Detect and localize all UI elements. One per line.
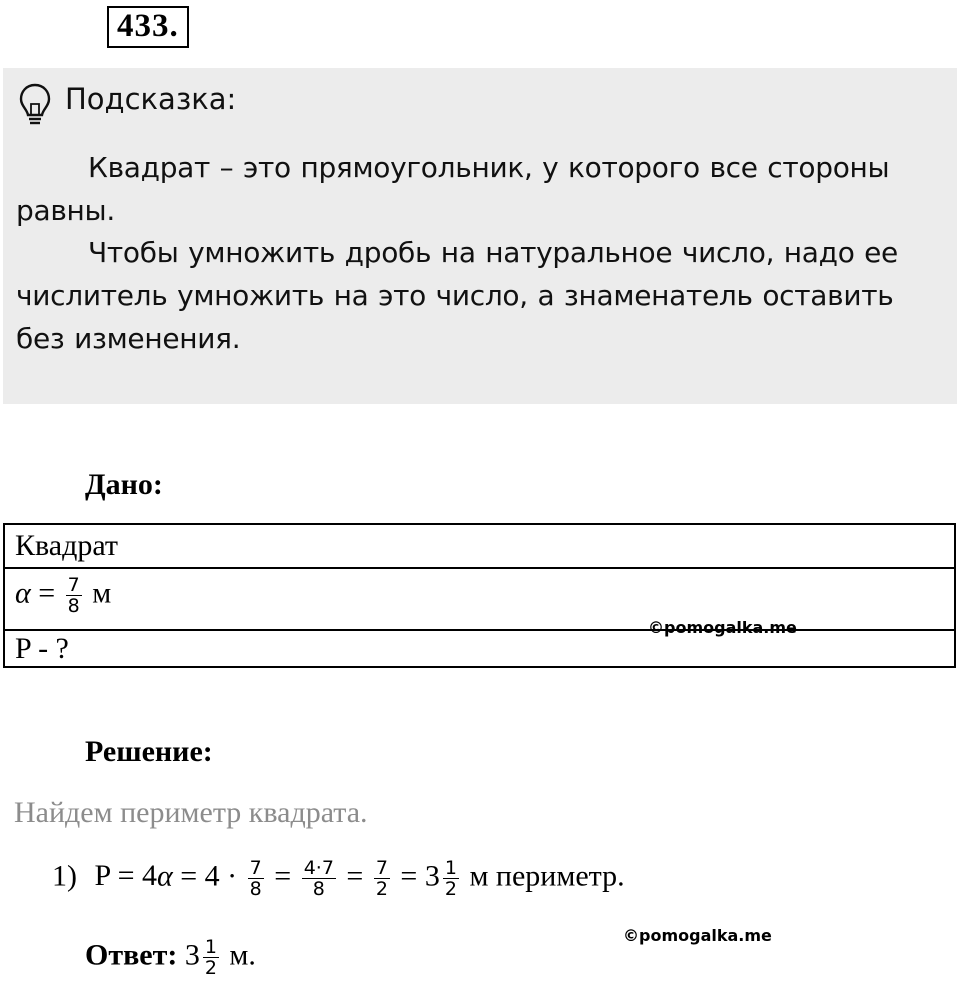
fraction-denominator: 8 [67, 595, 80, 617]
eq-start: P = 4 [94, 859, 157, 893]
watermark-1: ©pomogalka.me [648, 618, 797, 637]
answer-unit: м. [229, 938, 256, 972]
fraction-numerator: 7 [67, 574, 80, 596]
eq-mid: = 4 · [172, 859, 245, 893]
given-heading: Дано: [85, 468, 163, 501]
given-row-shape [5, 525, 954, 569]
fraction-1 [248, 858, 264, 899]
side-variable: α [15, 576, 31, 610]
fraction-denominator: 2 [375, 878, 388, 900]
fraction-numerator: 1 [444, 857, 457, 879]
equals-sign: = [346, 859, 364, 893]
hint-paragraph-2: Чтобы умножить дробь на натуральное число, надо ее числитель умножить на это число, а знаменатель оставить без изменения. [16, 236, 898, 355]
hint-box [3, 68, 957, 404]
fraction-2 [302, 858, 336, 899]
side-variable: α [157, 859, 173, 893]
solution-step-1 [52, 858, 625, 899]
fraction-3 [374, 858, 390, 899]
watermark-2: ©pomogalka.me [623, 926, 772, 945]
given-shape: Квадрат [15, 529, 119, 562]
given-side-formula [15, 575, 111, 616]
fraction-denominator: 2 [204, 957, 217, 979]
solution-intro: Найдем периметр квадрата. [14, 796, 368, 829]
fraction-denominator: 2 [444, 878, 457, 900]
fraction-denominator: 8 [249, 878, 262, 900]
problem-number: 433. [107, 6, 189, 48]
unit: м [92, 576, 112, 610]
answer-label: Ответ: [85, 938, 178, 972]
given-row-find [5, 631, 954, 668]
hint-paragraph-1: Квадрат – это прямоугольник, у которого все стороны равны. [16, 151, 890, 227]
step-label: 1) [52, 859, 77, 893]
answer-line [85, 937, 256, 978]
equals-sign: = [274, 859, 292, 893]
hint-title: Подсказка: [65, 82, 237, 116]
equals-sign: = [38, 576, 56, 610]
fraction-numerator: 1 [204, 936, 217, 958]
fraction-numerator: 7 [249, 857, 262, 879]
whole-part: 3 [184, 938, 200, 972]
side-fraction [66, 575, 82, 616]
fraction-numerator: 7 [375, 857, 388, 879]
fraction-denominator: 8 [302, 878, 336, 899]
fraction-4 [443, 858, 459, 899]
solution-heading: Решение: [85, 735, 213, 768]
answer-fraction [203, 937, 219, 978]
find-perimeter: P - ? [15, 632, 69, 665]
equals-sign: = [400, 859, 418, 893]
result-tail: м периметр. [469, 859, 625, 893]
given-table [3, 523, 956, 668]
whole-part: 3 [424, 859, 440, 893]
fraction-numerator: 4·7 [303, 857, 334, 879]
lightbulb-icon [18, 82, 52, 128]
given-row-side [5, 569, 954, 631]
